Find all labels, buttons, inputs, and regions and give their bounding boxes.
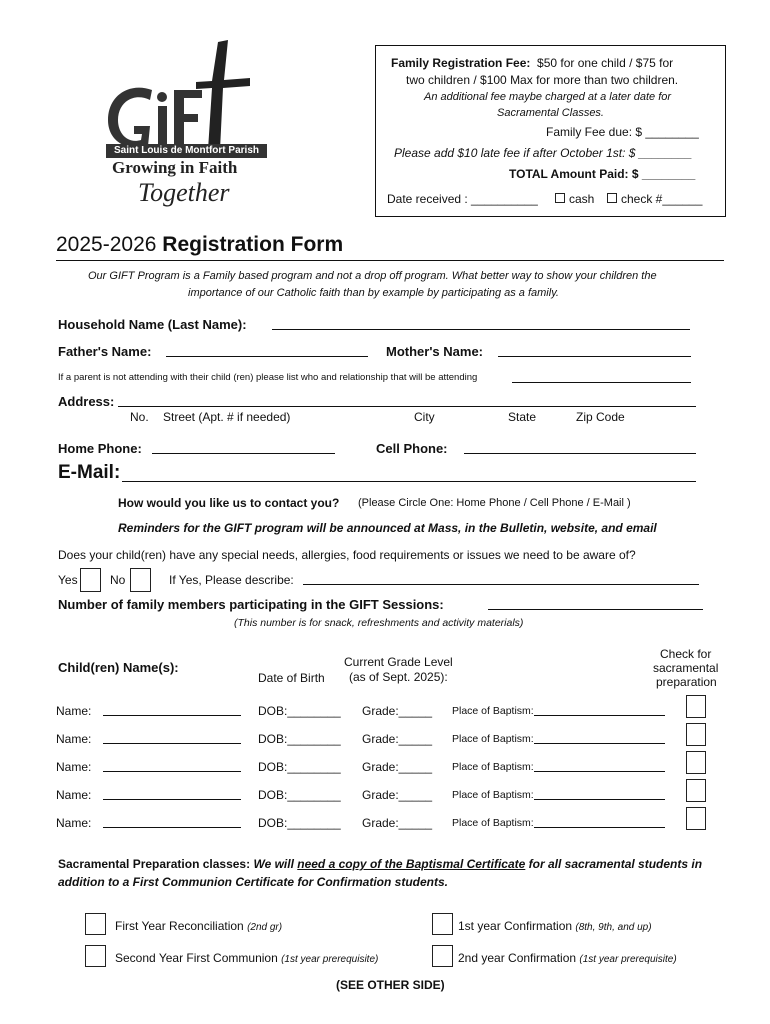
family-members-label: Number of family members participating in the GIFT Sessions: bbox=[58, 597, 444, 612]
yes-checkbox[interactable] bbox=[80, 568, 101, 592]
child-baptism-label: Place of Baptism: bbox=[452, 733, 534, 745]
no-checkbox[interactable] bbox=[130, 568, 151, 592]
check-checkbox[interactable] bbox=[607, 193, 617, 203]
first-communion-option bbox=[115, 951, 378, 965]
child-baptism-field[interactable] bbox=[534, 743, 665, 744]
child-name-label: Name: bbox=[56, 732, 92, 746]
option-label: Second Year First Communion bbox=[115, 951, 278, 965]
intro-a: Our GIFT Program is a Family based program and not a drop off program. What better way to show your children the bbox=[88, 270, 657, 282]
child-sacramental-checkbox[interactable] bbox=[686, 723, 706, 746]
cash-label: cash bbox=[569, 192, 595, 206]
child-sacramental-checkbox[interactable] bbox=[686, 751, 706, 774]
sacramental-line-2: addition to a First Communion Certificate for Confirmation students. bbox=[58, 875, 449, 889]
child-baptism-label: Place of Baptism: bbox=[452, 789, 534, 801]
confirmation-year1-checkbox[interactable] bbox=[432, 913, 453, 935]
contact-options[interactable]: (Please Circle One: Home Phone / Cell Phone / E-Mail ) bbox=[358, 497, 631, 509]
address-label: Address: bbox=[58, 394, 115, 409]
child-dob[interactable]: DOB:________ bbox=[258, 704, 341, 718]
sacramental-text-underlined: need a copy of the Baptismal Certificate bbox=[297, 857, 526, 871]
child-name-field[interactable] bbox=[103, 827, 241, 828]
option-note: (1st year prerequisite) bbox=[281, 954, 379, 965]
child-baptism-label: Place of Baptism: bbox=[452, 705, 534, 717]
grade-header-a: Current Grade Level bbox=[344, 655, 453, 669]
date-received: Date received : __________ bbox=[387, 192, 538, 206]
child-baptism-label: Place of Baptism: bbox=[452, 761, 534, 773]
form-title: Registration Form bbox=[162, 233, 344, 256]
first-communion-checkbox[interactable] bbox=[85, 945, 106, 967]
option-label: First Year Reconciliation bbox=[115, 919, 244, 933]
tagline-together: Together bbox=[138, 178, 230, 207]
child-dob[interactable]: DOB:________ bbox=[258, 816, 341, 830]
reconciliation-checkbox[interactable] bbox=[85, 913, 106, 935]
check-header-b: sacramental bbox=[653, 661, 719, 675]
household-field[interactable] bbox=[272, 329, 690, 330]
mother-field[interactable] bbox=[498, 356, 691, 357]
father-field[interactable] bbox=[166, 356, 368, 357]
option-note: (2nd gr) bbox=[247, 922, 283, 933]
check-label: check #______ bbox=[621, 192, 703, 206]
form-year: 2025-2026 bbox=[56, 233, 157, 256]
addr-street: Street (Apt. # if needed) bbox=[163, 410, 291, 424]
child-baptism-label: Place of Baptism: bbox=[452, 817, 534, 829]
confirmation-year1-option bbox=[458, 919, 652, 933]
addr-zip: Zip Code bbox=[576, 410, 625, 424]
email-field[interactable] bbox=[122, 481, 696, 482]
father-label: Father's Name: bbox=[58, 344, 152, 359]
parish-banner: Saint Louis de Montfort Parish bbox=[106, 144, 267, 158]
child-baptism-field[interactable] bbox=[534, 799, 665, 800]
child-name-field[interactable] bbox=[103, 715, 241, 716]
child-grade[interactable]: Grade:_____ bbox=[362, 704, 433, 718]
child-name-label: Name: bbox=[56, 816, 92, 830]
mother-label: Mother's Name: bbox=[386, 344, 483, 359]
option-label: 1st year Confirmation bbox=[458, 919, 573, 933]
child-name-field[interactable] bbox=[103, 799, 241, 800]
child-grade[interactable]: Grade:_____ bbox=[362, 816, 433, 830]
addr-no: No. bbox=[130, 410, 149, 424]
yes-label: Yes bbox=[58, 573, 78, 587]
tagline-growing: Growing in Faith bbox=[112, 158, 238, 177]
check-header-c: preparation bbox=[656, 675, 717, 689]
reminders-note: Reminders for the GIFT program will be announced at Mass, in the Bulletin, website, and email bbox=[118, 521, 657, 535]
parent-note-field[interactable] bbox=[512, 382, 691, 383]
dob-header: Date of Birth bbox=[258, 671, 325, 685]
sacramental-heading: Sacramental Preparation classes: bbox=[58, 857, 251, 871]
sacramental-line-1 bbox=[58, 857, 702, 871]
child-name-label: Name: bbox=[56, 760, 92, 774]
child-grade[interactable]: Grade:_____ bbox=[362, 788, 433, 802]
home-phone-field[interactable] bbox=[152, 453, 335, 454]
fee-title-line bbox=[391, 56, 673, 70]
check-header-a: Check for bbox=[660, 647, 712, 661]
late-fee: Please add $10 late fee if after October 1st: $ ________ bbox=[394, 146, 693, 160]
grade-header-b: (as of Sept. 2025): bbox=[349, 670, 448, 684]
child-grade[interactable]: Grade:_____ bbox=[362, 760, 433, 774]
address-field[interactable] bbox=[118, 406, 696, 407]
child-baptism-field[interactable] bbox=[534, 771, 665, 772]
addr-state: State bbox=[508, 410, 537, 424]
option-note: (8th, 9th, and up) bbox=[575, 922, 652, 933]
parent-note: If a parent is not attending with their child (ren) please list who and relationship that will be attending bbox=[58, 372, 478, 383]
family-fee-due: Family Fee due: $ ________ bbox=[546, 125, 699, 139]
reconciliation-option bbox=[115, 919, 282, 933]
sacramental-text-b: for all sacramental students in bbox=[528, 857, 703, 871]
child-name-field[interactable] bbox=[103, 771, 241, 772]
describe-field[interactable] bbox=[303, 584, 699, 585]
child-dob[interactable]: DOB:________ bbox=[258, 760, 341, 774]
option-label: 2nd year Confirmation bbox=[458, 951, 577, 965]
child-name-label: Name: bbox=[56, 704, 92, 718]
title-rule bbox=[56, 260, 724, 261]
child-baptism-field[interactable] bbox=[534, 715, 665, 716]
cell-phone-field[interactable] bbox=[464, 453, 696, 454]
cash-checkbox[interactable] bbox=[555, 193, 565, 203]
confirmation-year2-option bbox=[458, 951, 677, 965]
child-sacramental-checkbox[interactable] bbox=[686, 695, 706, 718]
child-name-label: Name: bbox=[56, 788, 92, 802]
cell-phone-label: Cell Phone: bbox=[376, 441, 448, 456]
contact-question: How would you like us to contact you? bbox=[118, 496, 340, 510]
child-sacramental-checkbox[interactable] bbox=[686, 779, 706, 802]
fee-note-b: Sacramental Classes. bbox=[497, 107, 604, 119]
cross-icon bbox=[100, 40, 280, 160]
child-name-field[interactable] bbox=[103, 743, 241, 744]
see-other-side: (SEE OTHER SIDE) bbox=[336, 978, 445, 992]
fee-rates-b: two children / $100 Max for more than two children. bbox=[406, 73, 679, 87]
gift-logo bbox=[100, 40, 280, 220]
email-label: E-Mail: bbox=[58, 462, 121, 483]
option-note: (1st year prerequisite) bbox=[579, 954, 677, 965]
intro-b: importance of our Catholic faith than by example by participating as a family. bbox=[188, 287, 559, 299]
fee-rates-a: $50 for one child / $75 for bbox=[537, 56, 674, 70]
page-title bbox=[56, 233, 343, 257]
family-members-field[interactable] bbox=[488, 609, 703, 610]
child-dob[interactable]: DOB:________ bbox=[258, 788, 341, 802]
describe-label: If Yes, Please describe: bbox=[169, 573, 294, 587]
child-dob[interactable]: DOB:________ bbox=[258, 732, 341, 746]
special-needs-question: Does your child(ren) have any special needs, allergies, food requirements or issues we need to be aware of? bbox=[58, 548, 636, 562]
fee-title: Family Registration Fee: bbox=[391, 56, 531, 70]
home-phone-label: Home Phone: bbox=[58, 441, 142, 456]
child-sacramental-checkbox[interactable] bbox=[686, 807, 706, 830]
child-grade[interactable]: Grade:_____ bbox=[362, 732, 433, 746]
children-heading: Child(ren) Name(s): bbox=[58, 660, 179, 675]
no-label: No bbox=[110, 573, 126, 587]
addr-city: City bbox=[414, 410, 435, 424]
sacramental-text-a: We will bbox=[253, 857, 294, 871]
household-label: Household Name (Last Name): bbox=[58, 317, 247, 332]
child-baptism-field[interactable] bbox=[534, 827, 665, 828]
total-amount-paid: TOTAL Amount Paid: $ ________ bbox=[509, 167, 696, 181]
confirmation-year2-checkbox[interactable] bbox=[432, 945, 453, 967]
fee-note-a: An additional fee maybe charged at a later date for bbox=[424, 91, 672, 103]
family-members-note: (This number is for snack, refreshments and activity materials) bbox=[234, 617, 524, 629]
